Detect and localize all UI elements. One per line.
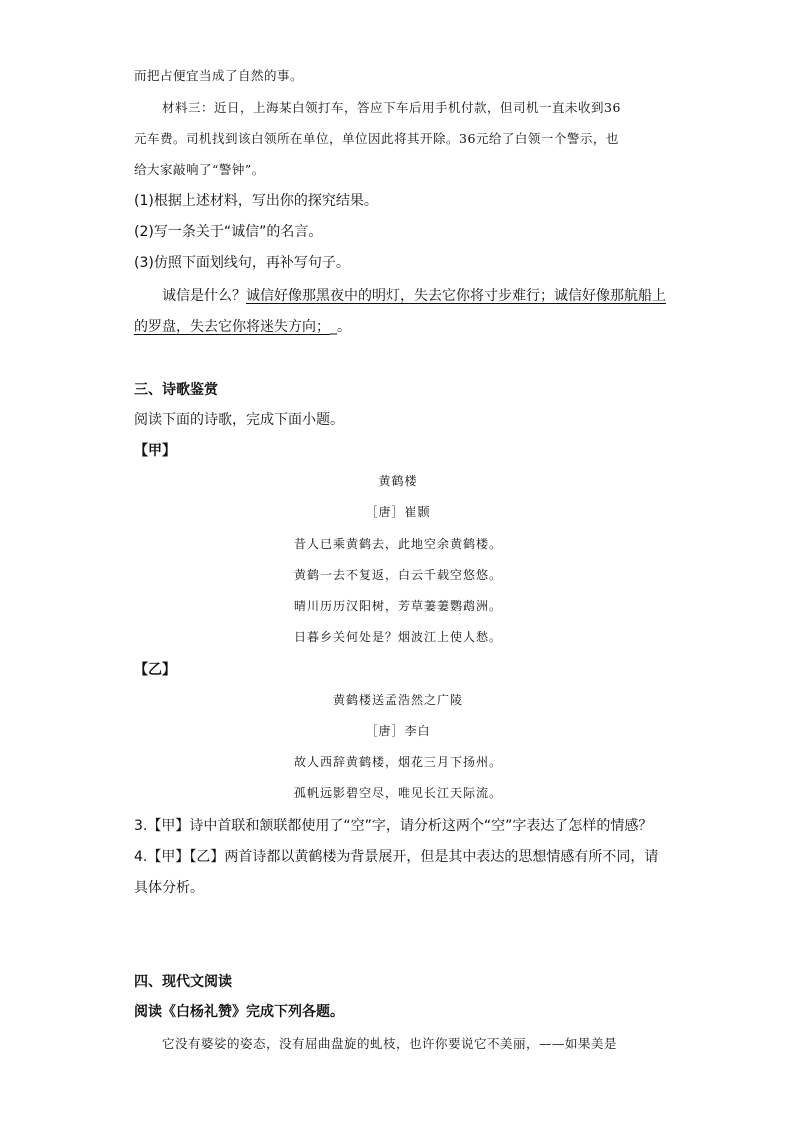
poem-a-label: 【甲】: [134, 443, 176, 459]
underlined-sentence: 诚信好像那黑夜中的明灯，失去它你将寸步难行；诚信好像那航船上: [246, 288, 666, 304]
imitate-sentence-line1: [162, 286, 666, 306]
section-3-title: 三、诗歌鉴赏: [134, 382, 218, 398]
section-4-intro: 阅读《白杨礼赞》完成下列各题。: [134, 1004, 344, 1020]
sentence-end: 。: [337, 319, 351, 335]
question-3-poem: 3.【甲】诗中首联和颔联都使用了“空”字，请分析这两个“空”字表达了怎样的情感？: [134, 818, 653, 834]
underlined-sentence: 的罗盘，失去它你将迷失方向；: [134, 319, 330, 335]
poem-line: 晴川历历汉阳树，芳草萋萋鹦鹉洲。: [293, 599, 502, 613]
question-4-poem-cont: 具体分析。: [134, 880, 204, 896]
question-2: (2)写一条关于“诚信”的名言。: [134, 224, 323, 240]
material-line: 而把占便宜当成了自然的事。: [134, 68, 304, 83]
poem-line: 日暮乡关何处是？烟波江上使人愁。: [293, 630, 502, 644]
reading-paragraph: 它没有婆娑的姿态，没有屈曲盘旋的虬枝，也许你要说它不美丽，——如果美是: [162, 1036, 618, 1051]
material-three-line: 元车费。司机找到该白领所在单位，单位因此将其开除。36元给了白领一个警示，也: [134, 131, 619, 146]
question-4-poem: 4.【甲】【乙】两首诗都以黄鹤楼为背景展开，但是其中表达的思想情感有所不同，请: [134, 849, 659, 865]
poem-line: 黄鹤一去不复返，白云千载空悠悠。: [293, 568, 502, 582]
poem-a-author: ［唐］崔颢: [365, 505, 431, 519]
material-three-line: 材料三：近日，上海某白领打车，答应下车后用手机付款，但司机一直未收到36: [162, 100, 621, 115]
poem-line: 昔人已乘黄鹤去，此地空余黄鹤楼。: [293, 537, 502, 551]
question-3: (3)仿照下面划线句，再补写句子。: [134, 255, 350, 271]
section-3-intro: 阅读下面的诗歌，完成下面小题。: [134, 412, 344, 428]
poem-a-title: 黄鹤楼: [378, 474, 418, 488]
poem-line: 故人西辞黄鹤楼，烟花三月下扬州。: [293, 755, 502, 769]
poem-b-label: 【乙】: [134, 662, 176, 678]
poem-b-title: 黄鹤楼送孟浩然之广陵: [332, 693, 463, 707]
question-1: (1)根据上述材料，写出你的探究结果。: [134, 193, 378, 209]
imitate-prefix: 诚信是什么？: [162, 288, 246, 304]
answer-blank: _: [330, 319, 337, 335]
imitate-sentence-line2: [134, 317, 351, 337]
section-4-title: 四、现代文阅读: [134, 974, 232, 990]
poem-b-author: ［唐］李白: [365, 724, 431, 738]
poem-line: 孤帆远影碧空尽，唯见长江天际流。: [293, 786, 502, 800]
material-three-line: 给大家敲响了“警钟”。: [134, 162, 265, 177]
